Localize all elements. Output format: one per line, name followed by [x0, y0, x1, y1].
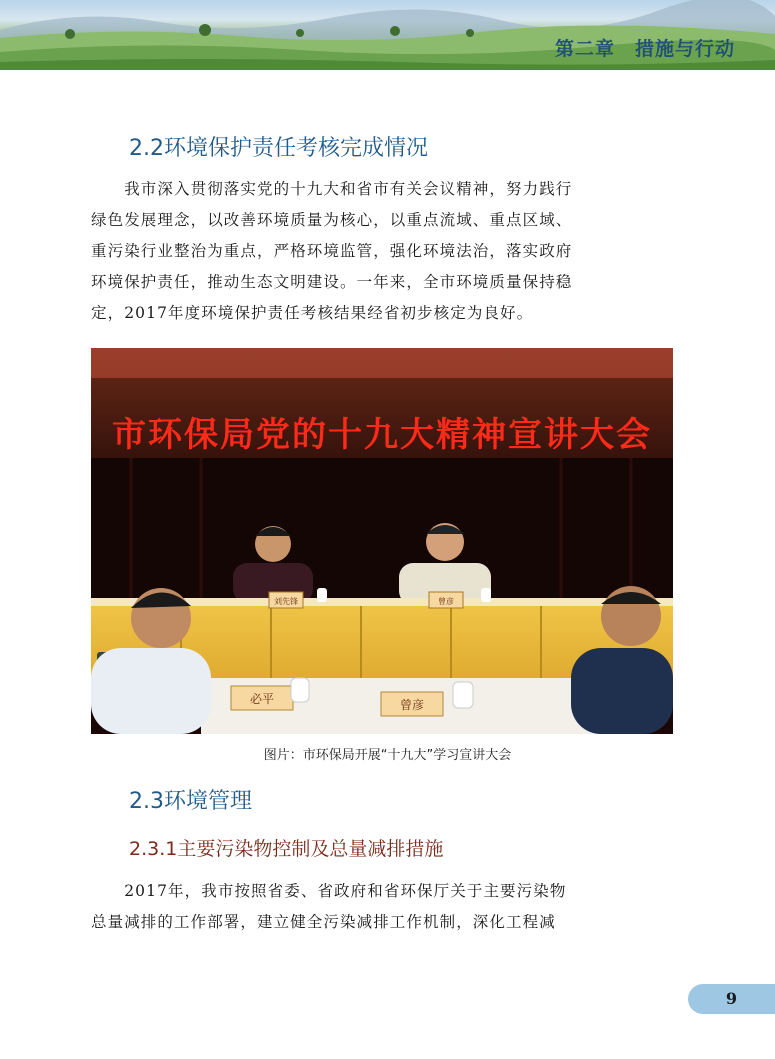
placard-1-text: 刘先锋: [274, 597, 298, 606]
paragraph-line: 定，2017年度环境保护责任考核结果经省初步核定为良好。: [91, 304, 534, 322]
photo-caption: 图片：市环保局开展“十九大”学习宣讲大会: [263, 748, 512, 763]
section-2-2-paragraph: [91, 174, 681, 329]
placard-4-text: 曾彦: [399, 698, 425, 712]
paragraph-line: 环境保护责任，推动生态文明建设。一年来，全市环境质量保持稳: [91, 273, 573, 291]
section-heading-2-2: 2.2环境保护责任考核完成情况: [129, 136, 428, 161]
paragraph-line: 总量减排的工作部署，建立健全污染减排工作机制，深化工程减: [91, 913, 556, 931]
placard-2-text: 曾彦: [438, 597, 454, 606]
meeting-scene: [91, 348, 673, 734]
meeting-photo: [91, 348, 673, 734]
paragraph-line: 重污染行业整治为重点，严格环境监管，强化环境法治，落实政府: [91, 242, 573, 260]
led-banner-text: 市环保局党的十九大精神宣讲大会: [112, 415, 652, 455]
chapter-title: 第二章 措施与行动: [554, 38, 735, 60]
section-heading-2-3: 2.3环境管理: [129, 789, 252, 814]
section-2-3-1-paragraph: [91, 876, 681, 938]
placard-3-text: 必平: [249, 692, 275, 706]
paragraph-line: 我市深入贯彻落实党的十九大和省市有关会议精神，努力践行: [91, 180, 573, 198]
page-number: 9: [688, 984, 775, 1014]
section-heading-2-3-1: 2.3.1主要污染物控制及总量减排措施: [129, 838, 444, 860]
header-banner: [0, 0, 775, 70]
paragraph-line: 绿色发展理念，以改善环境质量为核心，以重点流域、重点区域、: [91, 211, 573, 229]
paragraph-line: 2017年，我市按照省委、省政府和省环保厅关于主要污染物: [91, 882, 567, 900]
